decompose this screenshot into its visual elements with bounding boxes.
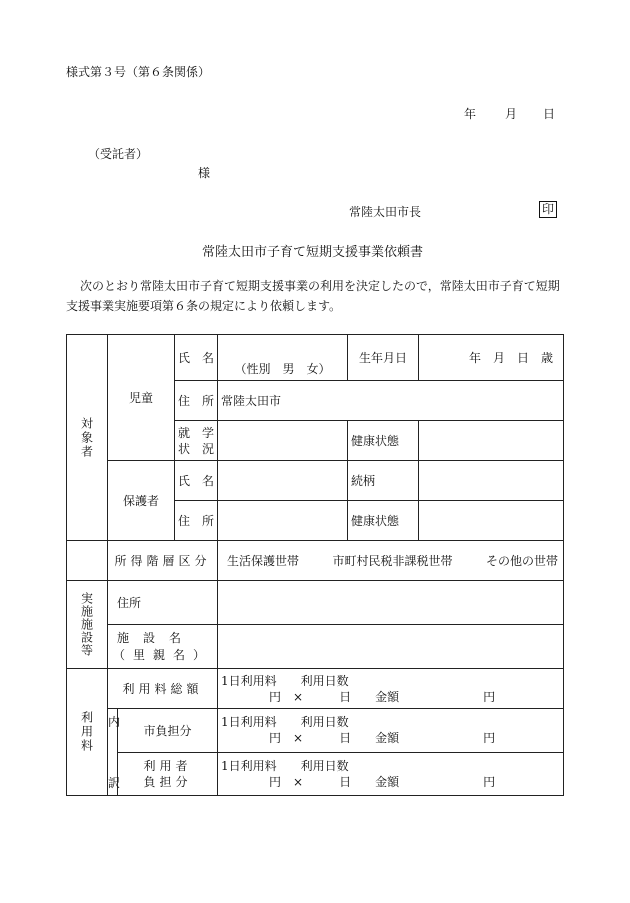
guardian-address-label: 住 所 <box>175 501 218 541</box>
child-birthdate-field[interactable]: 年 月 日 歳 <box>419 335 564 381</box>
child-school-status-label: 就 学 状 況 <box>175 421 218 461</box>
fee-breakdown-top: 内 <box>108 715 121 729</box>
facility-header: 実施施設等 <box>67 581 108 669</box>
fee-city-formula-line2: 円 × 日 金額 円 <box>269 731 496 746</box>
fee-breakdown-bottom: 訳 <box>108 776 121 790</box>
form-number: 様式第３号（第６条関係） <box>66 65 211 79</box>
date-day-label: 日 <box>543 107 556 121</box>
honorific: 様 <box>198 166 211 180</box>
income-bracket-options <box>218 541 564 581</box>
fee-total-formula-line1: 1日利用料 利用日数 <box>221 673 349 688</box>
guardian-name-field[interactable] <box>218 461 348 501</box>
fee-user-share-label: 利用者 負担分 <box>118 752 218 796</box>
fee-user-formula-line2: 円 × 日 金額 円 <box>269 774 496 789</box>
fee-user-share-field[interactable] <box>218 752 564 796</box>
income-option-tax-exempt[interactable]: 市町村民税非課税世帯 <box>332 554 453 568</box>
guardian-name-label: 氏 名 <box>175 461 218 501</box>
body-paragraph: 次のとおり常陸太田市子育て短期支援事業の利用を決定したので，常陸太田市子育て短期支援事業実施要項第６条の規定により依頼します。 <box>66 279 560 313</box>
target-person-header: 対象者 <box>67 335 108 541</box>
fee-header: 利用料 <box>67 669 108 796</box>
facility-address-label: 住所 <box>108 581 218 625</box>
fee-total-field[interactable] <box>218 669 564 709</box>
guardian-address-field[interactable] <box>218 501 348 541</box>
seal-mark: 印 <box>539 201 557 218</box>
child-address-field[interactable]: 常陸太田市 <box>218 381 564 421</box>
child-school-status-field[interactable] <box>218 421 348 461</box>
child-name-label: 氏 名 <box>175 335 218 381</box>
sender-name: 常陸太田市長 <box>349 205 422 219</box>
child-health-label: 健康状態 <box>348 421 419 461</box>
fee-city-share-field[interactable] <box>218 709 564 753</box>
income-bracket-label: 所得階層区分 <box>108 541 218 581</box>
guardian-relation-field[interactable] <box>419 461 564 501</box>
document-title: 常陸太田市子育て短期支援事業依頼書 <box>202 245 424 260</box>
income-option-welfare[interactable]: 生活保護世帯 <box>227 554 300 568</box>
facility-foster-name-text: （里親名） <box>113 647 214 662</box>
child-gender-text: （性別 男 女） <box>234 362 331 376</box>
facility-name-label <box>108 625 218 669</box>
child-address-label: 住 所 <box>175 381 218 421</box>
income-option-other[interactable]: その他の世帯 <box>485 554 558 568</box>
child-header: 児童 <box>108 335 175 461</box>
guardian-header: 保護者 <box>108 461 175 541</box>
child-birthdate-label: 生年月日 <box>348 335 419 381</box>
facility-address-field[interactable] <box>218 581 564 625</box>
addressee-label: （受託者） <box>88 147 149 161</box>
guardian-health-field[interactable] <box>419 501 564 541</box>
target-person-header-continued <box>67 541 108 581</box>
date-year-label: 年 <box>464 107 477 121</box>
request-form-table <box>66 334 564 796</box>
fee-total-formula-line2: 円 × 日 金額 円 <box>269 689 496 704</box>
facility-name-text: 施設名 <box>117 630 196 645</box>
fee-breakdown-header <box>108 709 121 796</box>
fee-total-label: 利用料総額 <box>108 669 218 709</box>
date-month-label: 月 <box>505 107 518 121</box>
fee-user-formula-line1: 1日利用料 利用日数 <box>221 758 349 773</box>
child-name-field[interactable] <box>218 335 348 381</box>
fee-city-formula-line1: 1日利用料 利用日数 <box>221 715 349 730</box>
facility-name-field[interactable] <box>218 625 564 669</box>
guardian-relation-label: 続柄 <box>348 461 419 501</box>
child-health-field[interactable] <box>419 421 564 461</box>
fee-city-share-label: 市負担分 <box>118 709 218 753</box>
guardian-health-label: 健康状態 <box>348 501 419 541</box>
